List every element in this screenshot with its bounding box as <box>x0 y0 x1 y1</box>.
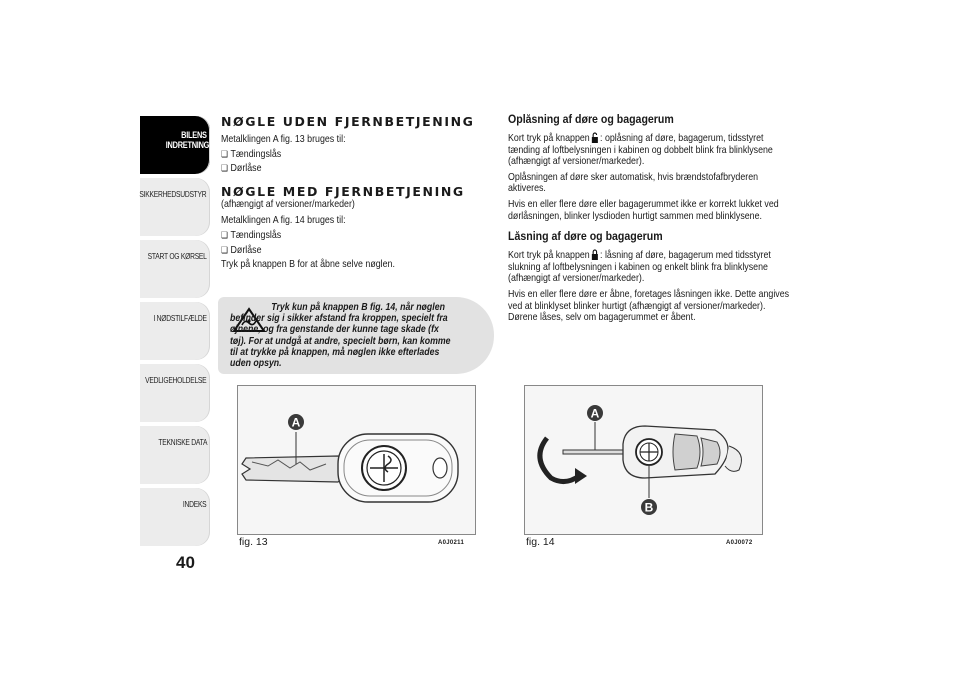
paragraph: Metalklingen A fig. 13 bruges til: <box>221 134 346 145</box>
label-b: B <box>644 500 654 515</box>
paragraph-line: Oplåsningen af døre sker automatisk, hvis brændstofafbryderen <box>508 171 759 183</box>
tab-i-nodstilfaelde[interactable] <box>140 302 210 360</box>
heading-unlocking: Oplåsning af døre og bagagerum <box>508 114 674 126</box>
lock-icon <box>591 249 598 260</box>
figure-13-code: A0J0211 <box>438 540 465 546</box>
tab-label: SIKKERHEDSUDSTYR <box>139 190 207 199</box>
heading-key-with-remote: NØGLE MED FJERNBETJENING <box>221 183 465 199</box>
paragraph: (afhængigt af versioner/markeder) <box>221 198 355 210</box>
paragraph-line: Hvis en eller flere døre er åbne, foretages låsningen ikke. Dette angives <box>508 288 790 300</box>
label-a: A <box>291 415 301 430</box>
paragraph-line: (afhængigt af versioner/markeder). <box>508 273 645 285</box>
heading-key-without-remote: NØGLE UDEN FJERNBETJENING <box>221 114 475 129</box>
bullet-item: ❏ Tændingslås <box>221 230 458 242</box>
paragraph-line <box>508 249 771 262</box>
key-icon <box>238 386 475 534</box>
figure-14 <box>524 385 763 535</box>
paragraph-line: Hvis en eller flere døre eller bagagerummet ikke er korrekt lukket ved <box>508 198 779 210</box>
figure-14-code: A0J0072 <box>726 540 753 546</box>
paragraph-line: tænding af loftbelysningen i kabinen og dobbelt blink fra blinklysene <box>508 144 773 156</box>
paragraph-line: ved at blinklyset blinker hurtigt (afhængigt af versioner/markeder). <box>508 300 766 312</box>
paragraph-line: slukning af loftbelysningen i kabinen og enkelt blink fra blinklysene <box>508 261 768 273</box>
tab-label: I NØDSTILFÆLDE <box>153 314 207 323</box>
warning-text: Tryk kun på knappen B fig. 14, når nøglen befinder sig i sikker afstand fra kroppen, specielt fra øjnene, og fra genstande der kunne tage skade (fx tøj). For at undgå at andre, specielt børn, kan komme til at trykke på knappen, må nøglen ikke efterlades uden opsyn. <box>230 302 451 370</box>
page-number: 40 <box>176 553 195 572</box>
tab-label: VEDLIGEHOLDELSE <box>145 376 207 385</box>
text-fragment: Kort tryk på knappen <box>508 250 590 262</box>
tab-indeks[interactable] <box>140 488 210 546</box>
bullet-item: ❏ Tændingslås <box>221 149 458 161</box>
paragraph-line: (afhængigt af versioner/markeder). <box>508 156 645 168</box>
figure-13-caption: fig. 13 <box>239 536 268 548</box>
right-column <box>508 114 788 324</box>
tab-label: BILENS INDRETNING <box>165 130 210 150</box>
text-fragment: Kort tryk på knappen <box>508 133 590 144</box>
text-fragment: : oplåsning af døre, bagagerum, tidsstyret <box>600 133 764 144</box>
bullet-item: ❏ Dørlåse <box>221 163 458 175</box>
tab-start-og-korsel[interactable] <box>140 240 210 298</box>
paragraph: Tryk på knappen B for at åbne selve nøglen. <box>221 259 395 271</box>
tab-sikkerhedsudstyr[interactable] <box>140 178 210 236</box>
left-column <box>221 114 496 271</box>
heading-locking: Låsning af døre og bagagerum <box>508 231 663 244</box>
label-a: A <box>590 406 600 421</box>
tab-tekniske-data[interactable] <box>140 426 210 484</box>
paragraph: Metalklingen A fig. 14 bruges til: <box>221 215 346 227</box>
paragraph-line <box>508 132 764 145</box>
bullet-item: ❏ Dørlåse <box>221 245 458 257</box>
key-icon <box>525 386 762 534</box>
figure-14-caption: fig. 14 <box>526 536 555 548</box>
tab-label: INDEKS <box>183 500 207 509</box>
paragraph-line: aktiveres. <box>508 183 546 195</box>
warning-box <box>218 297 494 374</box>
paragraph-line: dørlåsningen, blinker lysdioden hurtigt sammen med blinklysene. <box>508 210 762 222</box>
paragraph-line: Dørene låses, selv om bagagerummet er åbent. <box>508 312 696 324</box>
tab-vedligeholdelse[interactable] <box>140 364 210 422</box>
unlock-icon <box>591 132 598 143</box>
tab-label: TEKNISKE DATA <box>157 438 207 447</box>
tab-bilens-indretning[interactable] <box>140 116 210 174</box>
text-fragment: : låsning af døre, bagagerum med tidsstyret <box>600 250 771 262</box>
figure-13 <box>237 385 476 535</box>
tab-label: START OG KØRSEL <box>147 252 207 261</box>
